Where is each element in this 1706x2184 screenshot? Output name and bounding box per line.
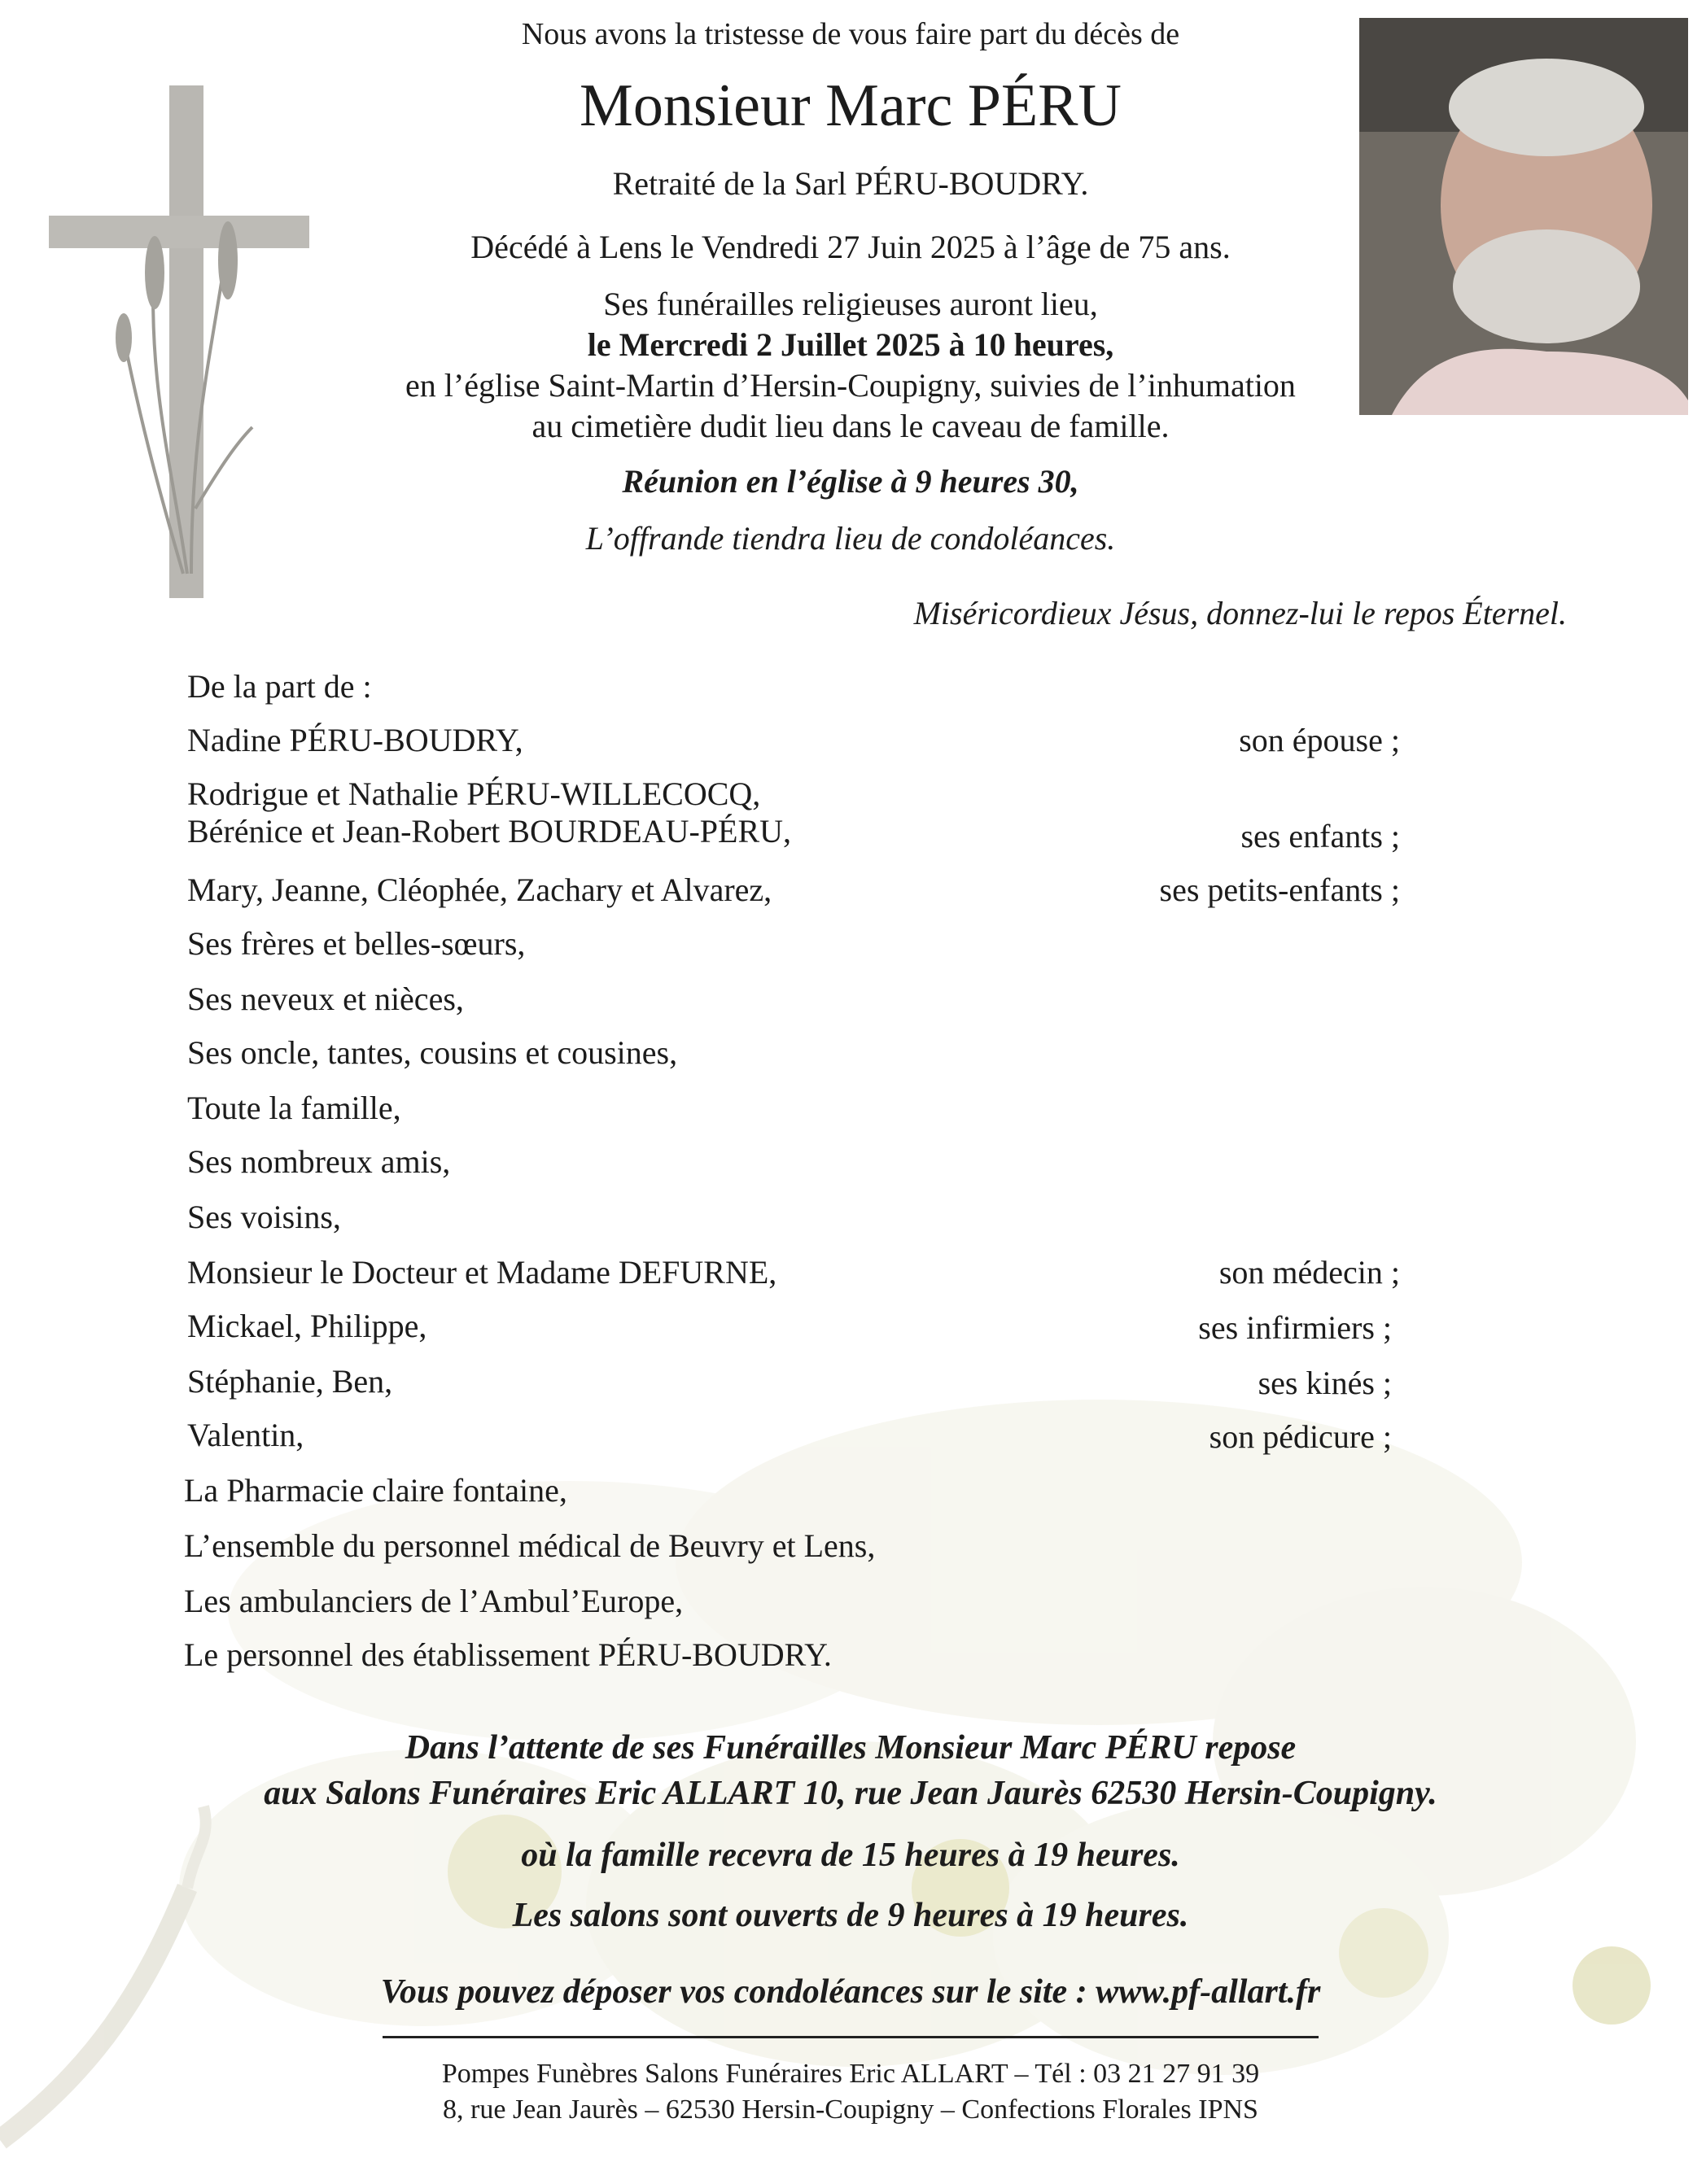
family-name: Nadine PÉRU-BOUDRY, <box>187 722 523 758</box>
family-name: Ses neveux et nièces, <box>187 981 464 1017</box>
family-name: Ses voisins, <box>187 1199 341 1235</box>
funeral-line-4: au cimetière dudit lieu dans le caveau de famille. <box>531 408 1170 444</box>
condolences-link-text: Vous pouvez déposer vos condoléances sur le site : www.pf-allart.fr <box>380 1973 1321 2011</box>
family-name: Ses nombreux amis, <box>187 1143 451 1180</box>
funeral-line-1: Ses funérailles religieuses auront lieu, <box>603 286 1098 322</box>
family-name: Toute la famille, <box>187 1090 401 1126</box>
family-name: Mickael, Philippe, <box>187 1308 427 1344</box>
deceased-name: Monsieur Marc PÉRU <box>580 72 1122 139</box>
visitation-line-1: Dans l’attente de ses Funérailles Monsieur Marc PÉRU repose <box>405 1729 1297 1767</box>
footer-line-1: Pompes Funèbres Salons Funéraires Eric ALLART – Tél : 03 21 27 91 39 <box>441 2059 1260 2089</box>
family-name: Les ambulanciers de l’Ambul’Europe, <box>184 1583 684 1619</box>
occupation-text: Retraité de la Sarl PÉRU-BOUDRY. <box>612 165 1089 202</box>
visitation-line-4: Les salons sont ouverts de 9 heures à 19 heures. <box>512 1897 1189 1934</box>
portrait-photo <box>1359 18 1688 415</box>
portrait-silhouette-icon <box>1359 18 1688 415</box>
funeral-date-line: le Mercredi 2 Juillet 2025 à 10 heures, <box>587 326 1114 363</box>
family-relation: son épouse ; <box>1239 722 1400 758</box>
cross-with-wheat-icon <box>49 85 309 598</box>
family-relation: ses enfants ; <box>1240 818 1400 854</box>
family-intro: De la part de : <box>187 668 372 705</box>
family-name: Mary, Jeanne, Cléophée, Zachary et Alvarez, <box>187 871 772 908</box>
intro-text: Nous avons la tristesse de vous faire part du décès de <box>521 17 1180 51</box>
family-name: Stéphanie, Ben, <box>187 1363 393 1400</box>
death-notice: Décédé à Lens le Vendredi 27 Juin 2025 à l’âge de 75 ans. <box>470 229 1231 265</box>
family-name: Valentin, <box>187 1417 304 1453</box>
prayer-text: Miséricordieux Jésus, donnez-lui le repos Éternel. <box>913 595 1567 631</box>
family-relation: ses kinés ; <box>1258 1365 1392 1401</box>
family-name: Ses oncle, tantes, cousins et cousines, <box>187 1034 678 1071</box>
family-name: Le personnel des établissement PÉRU-BOUDRY. <box>184 1636 832 1673</box>
family-name: Bérénice et Jean-Robert BOURDEAU-PÉRU, <box>187 813 792 850</box>
family-name: Ses frères et belles-sœurs, <box>187 925 526 962</box>
funeral-line-3: en l’église Saint-Martin d’Hersin-Coupigny, suivies de l’inhumation <box>405 367 1296 404</box>
footer-line-2: 8, rue Jean Jaurès – 62530 Hersin-Coupigny – Confections Florales IPNS <box>443 2094 1258 2125</box>
family-relation: ses infirmiers ; <box>1198 1309 1392 1346</box>
family-name: La Pharmacie claire fontaine, <box>184 1472 567 1509</box>
family-relation: son pédicure ; <box>1209 1418 1392 1455</box>
visitation-line-3: où la famille recevra de 15 heures à 19 heures. <box>521 1837 1180 1874</box>
visitation-line-2: aux Salons Funéraires Eric ALLART 10, rue Jean Jaurès 62530 Hersin-Coupigny. <box>264 1775 1437 1812</box>
offrande-text: L’offrande tiendra lieu de condoléances. <box>585 520 1116 557</box>
family-relation: son médecin ; <box>1218 1254 1400 1291</box>
footer-divider <box>383 2036 1319 2038</box>
family-relation: ses petits-enfants ; <box>1159 871 1400 908</box>
reunion-text: Réunion en l’église à 9 heures 30, <box>622 463 1079 500</box>
family-name: Rodrigue et Nathalie PÉRU-WILLECOCQ, <box>187 775 761 812</box>
family-name: Monsieur le Docteur et Madame DEFURNE, <box>187 1254 777 1291</box>
family-name: L’ensemble du personnel médical de Beuvry et Lens, <box>184 1527 876 1564</box>
